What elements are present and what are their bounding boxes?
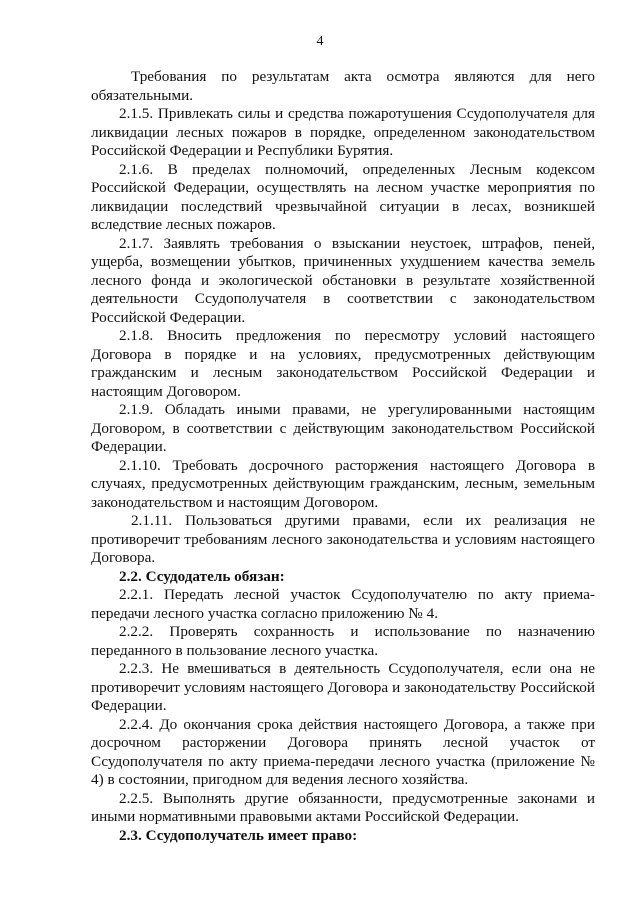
paragraph-2-2-2: 2.2.2. Проверять сохранность и использование по назначению переданного в пользование лесного участка.	[91, 623, 595, 659]
paragraph-2-1-6: 2.1.6. В пределах полномочий, определенных Лесным кодексом Российской Федерации, осуществлять на лесном участке мероприятия по ликвидации последствий чрезвычайной ситуации в лесах, возникшей вследствие лесных пожаров.	[91, 160, 595, 233]
paragraph-2-1-10: 2.1.10. Требовать досрочного расторжения настоящего Договора в случаях, предусмотренных действующим гражданским, лесным, земельным законодательством и настоящим Договором.	[91, 456, 595, 511]
paragraph-requirements: Требования по результатам акта осмотра являются для него обязательными.	[91, 68, 595, 104]
paragraph-2-1-8: 2.1.8. Вносить предложения по пересмотру условий настоящего Договора в порядке и на условиях, предусмотренных действующим гражданским и лесным законодательством Российской Федерации и настоящим Договором.	[91, 327, 595, 400]
paragraph-2-2-1: 2.2.1. Передать лесной участок Ссудополучателю по акту приема-передачи лесного участка согласно приложению № 4.	[91, 586, 595, 622]
paragraph-2-1-9: 2.1.9. Обладать иными правами, не урегулированными настоящим Договором, в соответствии с действующим законодательством Российской Федерации.	[91, 401, 595, 455]
document-body	[91, 68, 595, 845]
paragraph-2-1-5: 2.1.5. Привлекать силы и средства пожаротушения Ссудополучателя для ликвидации лесных пожаров в порядке, определенном законодательством Российской Федерации и Республики Бурятия.	[91, 105, 595, 159]
paragraph-2-2-5: 2.2.5. Выполнять другие обязанности, предусмотренные законами и иными нормативными правовыми актами Российской Федерации.	[91, 789, 595, 825]
paragraph-2-2-3: 2.2.3. Не вмешиваться в деятельность Ссудополучателя, если она не противоречит условиям настоящего Договора и законодательству Российской Федерации.	[91, 660, 595, 714]
page-number: 4	[316, 34, 324, 49]
paragraph-2-2-4: 2.2.4. До окончания срока действия настоящего Договора, а также при досрочном расторжении Договора принять лесной участок от Ссудополучателя по акту приема-передачи лесного участка (приложение № 4) в состоянии, пригодном для ведения лесного хозяйства.	[91, 715, 595, 788]
section-heading-2-3: 2.3. Ссудополучатель имеет право:	[119, 826, 358, 844]
section-heading-2-2: 2.2. Ссудодатель обязан:	[119, 567, 285, 585]
paragraph-2-1-7: 2.1.7. Заявлять требования о взыскании неустоек, штрафов, пеней, ущерба, возмещении убытков, причиненных ухудшением качества земель лесного фонда и экологической обстановки в результате хозяйственной деятельности Ссудополучателя в соответствии с законодательством Российской Федерации.	[91, 234, 595, 326]
paragraph-2-1-11: 2.1.11. Пользоваться другими правами, если их реализация не противоречит требованиям лесного законодательства и условиям настоящего Договора.	[91, 512, 595, 566]
